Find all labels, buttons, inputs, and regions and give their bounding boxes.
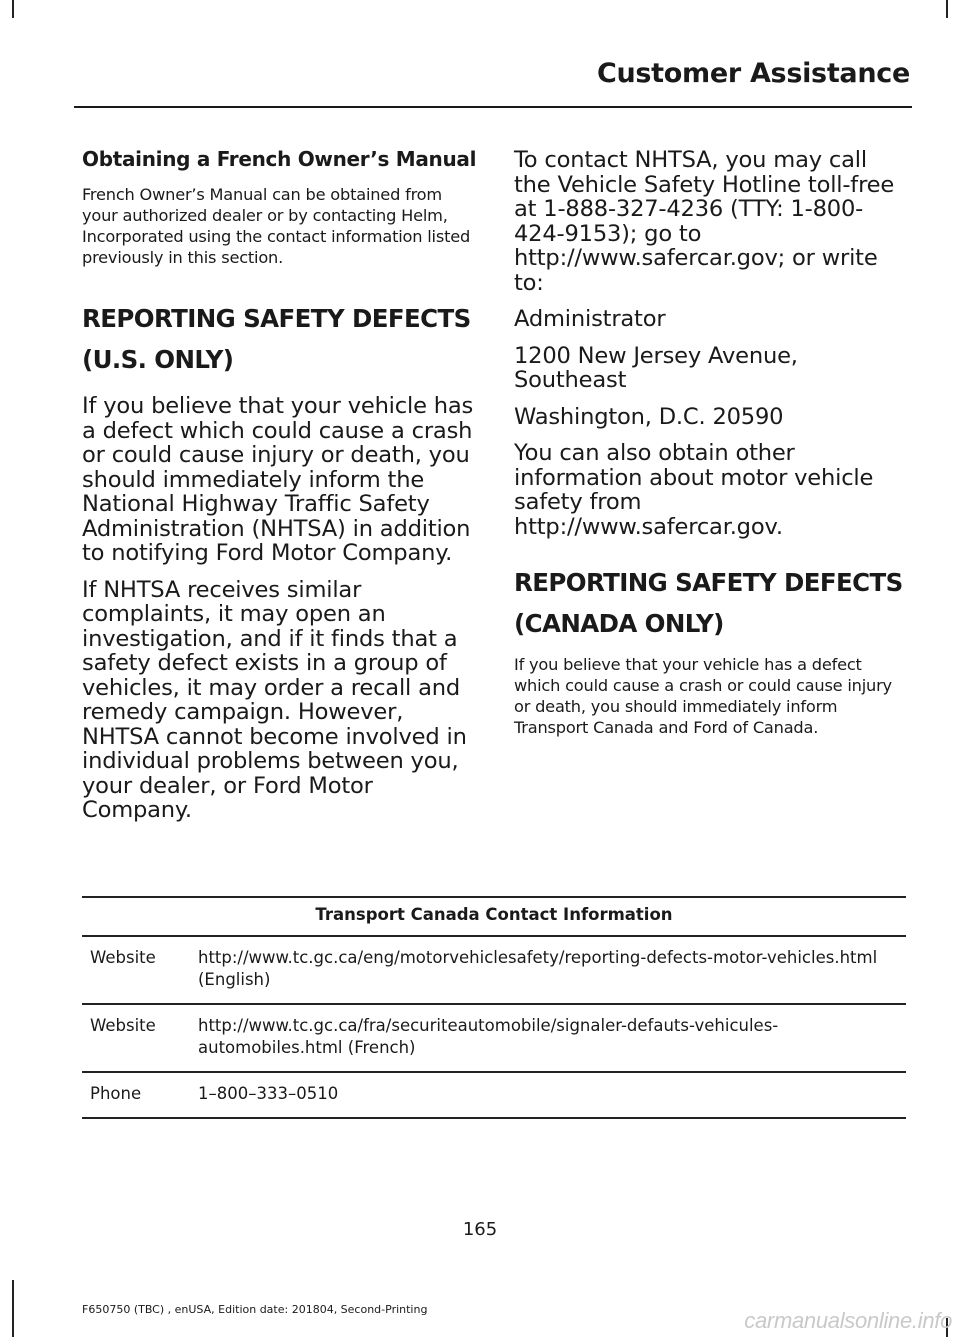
crop-mark-top-left bbox=[12, 0, 14, 18]
address-line-3: Washington, D.C. 20590 bbox=[514, 403, 784, 430]
us-defects-paragraph-1: If you believe that your vehicle has a defect which could cause a crash or could cause injury or death, you should immediately inform the National Highway Traffic Safety Administration (NHTSA) in addition to notifying Ford Motor Company. bbox=[82, 393, 474, 566]
table-row bbox=[82, 1004, 906, 1072]
canada-defects-subheading bbox=[514, 610, 910, 638]
header-rule bbox=[74, 106, 912, 108]
us-defects-heading-line2: (U.S. ONLY) bbox=[82, 345, 234, 374]
left-column bbox=[82, 148, 478, 823]
page-title: Customer Assistance bbox=[596, 58, 910, 89]
row-value: http://www.tc.gc.ca/eng/motorvehiclesafety/reporting-defects-motor-vehicles.html (English) bbox=[190, 936, 906, 1004]
us-defects-paragraph-2: If NHTSA receives similar complaints, it may open an investigation, and if it finds that a safety defect exists in a group of vehicles, it may order a recall and remedy campaign. However, NHTSA cannot become involved in individual problems between you, your dealer, or Ford Motor Company. bbox=[82, 576, 467, 823]
address-line-2: 1200 New Jersey Avenue, Southeast bbox=[514, 342, 798, 393]
address-line-1: Administrator bbox=[514, 306, 666, 332]
crop-mark-bottom-left bbox=[12, 1280, 14, 1337]
right-column bbox=[514, 148, 910, 738]
us-defects-subheading bbox=[82, 346, 478, 374]
row-label: Phone bbox=[82, 1072, 190, 1118]
table-title: Transport Canada Contact Information bbox=[82, 897, 906, 936]
crop-mark-top-right bbox=[946, 0, 948, 18]
us-defects-heading-line1: REPORTING SAFETY DEFECTS bbox=[82, 304, 471, 333]
canada-defects-body: If you believe that your vehicle has a defect which could cause a crash or could cause injury or death, you should immediately inform Transport Canada and Ford of Canada. bbox=[514, 655, 892, 737]
canada-defects-heading-line1: REPORTING SAFETY DEFECTS bbox=[514, 568, 903, 597]
us-defects-heading bbox=[82, 305, 478, 333]
table-row bbox=[82, 1072, 906, 1118]
table-header-row bbox=[82, 897, 906, 936]
page-number: 165 bbox=[462, 1219, 498, 1240]
table-row bbox=[82, 936, 906, 1004]
edition-info: F650750 (TBC) , enUSA, Edition date: 201804, Second-Printing bbox=[82, 1303, 428, 1316]
french-manual-heading: Obtaining a French Owner’s Manual bbox=[82, 147, 477, 171]
transport-canada-contact-table bbox=[82, 896, 906, 1119]
french-manual-body: French Owner’s Manual can be obtained from your authorized dealer or by contacting Helm, Incorporated using the contact information listed previously in this section. bbox=[82, 185, 471, 267]
other-info-paragraph: You can also obtain other information about motor vehicle safety from http://www.safercar.gov. bbox=[514, 440, 874, 540]
canada-defects-heading bbox=[514, 569, 910, 597]
row-value: http://www.tc.gc.ca/fra/securiteautomobile/signaler-defauts-vehicules-automobiles.html (French) bbox=[190, 1004, 906, 1072]
row-label: Website bbox=[82, 1004, 190, 1072]
watermark: carmanualsonline.info bbox=[744, 1308, 952, 1333]
canada-defects-heading-line2: (CANADA ONLY) bbox=[514, 609, 724, 638]
contact-nhtsa-paragraph: To contact NHTSA, you may call the Vehicle Safety Hotline toll-free at 1-888-327-4236 (TTY: 1-800-424-9153); go to http://www.safercar.gov; or write to: bbox=[514, 147, 895, 296]
row-label: Website bbox=[82, 936, 190, 1004]
row-value: 1–800–333–0510 bbox=[190, 1072, 906, 1118]
